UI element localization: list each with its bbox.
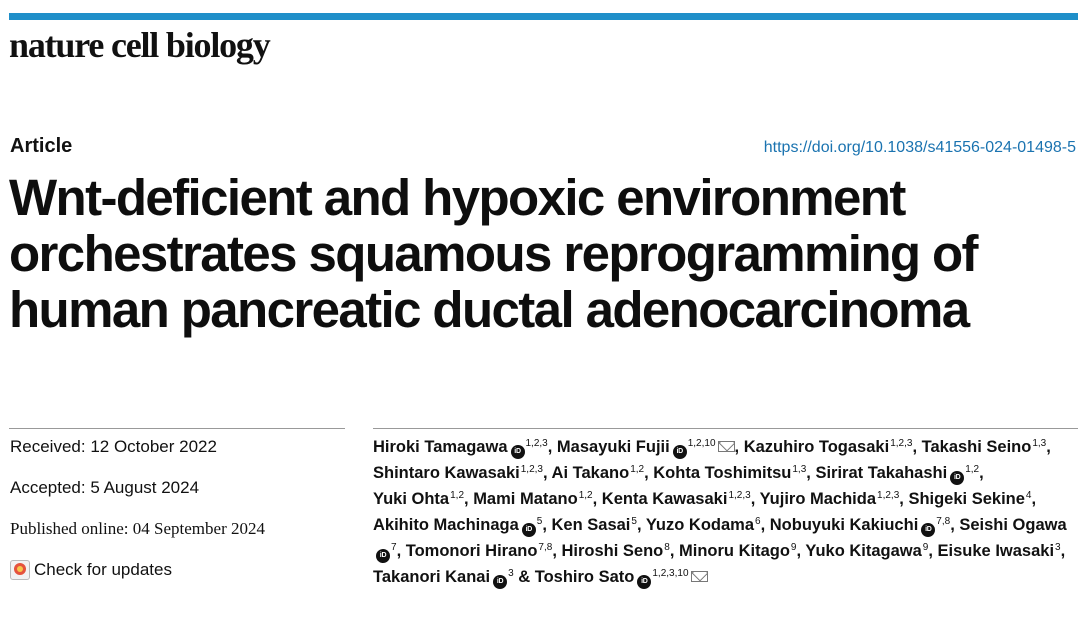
author-affiliation: 1,2 (450, 489, 465, 501)
journal-color-bar (9, 13, 1078, 20)
author-separator: , (912, 438, 922, 456)
author-separator: , (396, 542, 406, 560)
received-date: Received: 12 October 2022 (10, 437, 217, 456)
author-name[interactable]: Shigeki Sekine (908, 490, 1025, 508)
author-name[interactable]: Minoru Kitago (679, 542, 790, 560)
author-name[interactable]: Toshiro Sato (534, 568, 635, 586)
author-separator: , (1046, 438, 1051, 456)
orcid-icon[interactable]: iD (673, 445, 687, 459)
author-affiliation: 9 (922, 541, 929, 553)
author-name[interactable]: Yuki Ohta (373, 490, 450, 508)
title-line-1: Wnt-deficient and hypoxic environment (9, 169, 905, 226)
author-affiliation: 7,8 (936, 515, 951, 527)
author-affiliation: 5 (631, 515, 637, 527)
author-affiliation: 1,3 (792, 463, 807, 475)
article-title (9, 170, 1069, 338)
author-affiliation: 5 (536, 515, 543, 527)
author-affiliation: 3 (1055, 541, 1061, 553)
author-separator: , (1031, 490, 1037, 508)
author-affiliation: 1,2,3 (520, 463, 543, 475)
author-name[interactable]: Kohta Toshimitsu (653, 464, 792, 482)
dates-divider (9, 428, 345, 429)
author-separator: , (669, 542, 679, 560)
author-separator: , (899, 490, 909, 508)
check-for-updates-label: Check for updates (34, 560, 172, 579)
author-name[interactable]: Kazuhiro Togasaki (743, 438, 890, 456)
orcid-icon[interactable]: iD (637, 575, 651, 589)
author-separator: , (592, 490, 602, 508)
author-name[interactable]: Ai Takano (551, 464, 630, 482)
author-separator: , (552, 542, 562, 560)
author-name[interactable]: Nobuyuki Kakiuchi (769, 516, 919, 534)
author-separator: , (542, 464, 552, 482)
author-affiliation: 7 (391, 541, 397, 553)
author-separator: , (950, 516, 960, 534)
doi-link[interactable]: https://doi.org/10.1038/s41556-024-01498-5 (763, 139, 1076, 156)
author-name[interactable]: Yuko Kitagawa (805, 542, 922, 560)
author-affiliation: 6 (755, 515, 761, 527)
check-for-updates-button[interactable] (10, 559, 350, 581)
author-affiliation: 1,2 (578, 489, 593, 501)
author-name[interactable]: Akihito Machinaga (373, 516, 519, 534)
author-name[interactable]: Masayuki Fujii (556, 438, 670, 456)
author-name[interactable]: Hiroshi Seno (561, 542, 664, 560)
author-name[interactable]: Eisuke Iwasaki (937, 542, 1055, 560)
author-affiliation: 3 (508, 567, 514, 579)
author-name[interactable]: Hiroki Tamagawa (373, 438, 508, 456)
author-separator: , (1060, 542, 1066, 560)
author-separator: , (547, 438, 557, 456)
authors-divider (373, 428, 1078, 429)
article-dates (10, 436, 350, 581)
journal-name[interactable]: nature cell biology (9, 25, 270, 65)
author-separator: , (979, 464, 984, 482)
author-separator: , (542, 516, 552, 534)
accepted-date: Accepted: 5 August 2024 (10, 478, 200, 497)
author-affiliation: 1,2,10 (687, 437, 716, 449)
author-affiliation: 8 (664, 541, 670, 553)
author-name[interactable]: Seishi Ogawa (959, 516, 1067, 534)
email-icon[interactable] (718, 441, 735, 452)
author-separator: , (636, 516, 646, 534)
title-line-2: orchestrates squamous reprogramming of (9, 225, 977, 282)
author-separator: , (644, 464, 654, 482)
author-separator: , (734, 438, 744, 456)
orcid-icon[interactable]: iD (522, 523, 536, 537)
author-name[interactable]: Yujiro Machida (759, 490, 877, 508)
author-name[interactable]: Sirirat Takahashi (815, 464, 948, 482)
author-affiliation: 4 (1025, 489, 1032, 501)
published-date: Published online: 04 September 2024 (10, 519, 265, 538)
author-separator: , (464, 490, 474, 508)
author-affiliation: 1,2,3 (728, 489, 751, 501)
author-name[interactable]: Takashi Seino (921, 438, 1032, 456)
author-name[interactable]: Ken Sasai (551, 516, 631, 534)
orcid-icon[interactable]: iD (921, 523, 935, 537)
author-affiliation: 1,2,3,10 (652, 567, 689, 579)
author-name[interactable]: Shintaro Kawasaki (373, 464, 520, 482)
orcid-icon[interactable]: iD (511, 445, 525, 459)
author-name[interactable]: Yuzo Kodama (645, 516, 755, 534)
author-name[interactable]: Kenta Kawasaki (601, 490, 728, 508)
email-icon[interactable] (691, 571, 708, 582)
author-separator: , (760, 516, 770, 534)
author-list (373, 434, 1073, 590)
author-separator: , (806, 464, 816, 482)
author-affiliation: 1,2 (630, 463, 645, 475)
crossmark-icon (10, 560, 30, 580)
author-affiliation: 1,2,3 (877, 489, 900, 501)
orcid-icon[interactable]: iD (950, 471, 964, 485)
author-name[interactable]: Takanori Kanai (373, 568, 491, 586)
author-affiliation: 1,2 (965, 463, 980, 475)
author-name[interactable]: Tomonori Hirano (405, 542, 538, 560)
author-affiliation: 1,3 (1032, 437, 1047, 449)
author-affiliation: 9 (790, 541, 797, 553)
author-separator: & (513, 568, 535, 586)
article-type: Article (10, 135, 73, 157)
author-affiliation: 1,2,3 (890, 437, 913, 449)
author-separator: , (796, 542, 806, 560)
author-name[interactable]: Mami Matano (473, 490, 578, 508)
author-affiliation: 1,2,3 (525, 437, 548, 449)
title-line-3: human pancreatic ductal adenocarcinoma (9, 281, 969, 338)
orcid-icon[interactable]: iD (376, 549, 390, 563)
author-separator: , (928, 542, 938, 560)
author-separator: , (750, 490, 760, 508)
author-affiliation: 7,8 (538, 541, 553, 553)
orcid-icon[interactable]: iD (493, 575, 507, 589)
